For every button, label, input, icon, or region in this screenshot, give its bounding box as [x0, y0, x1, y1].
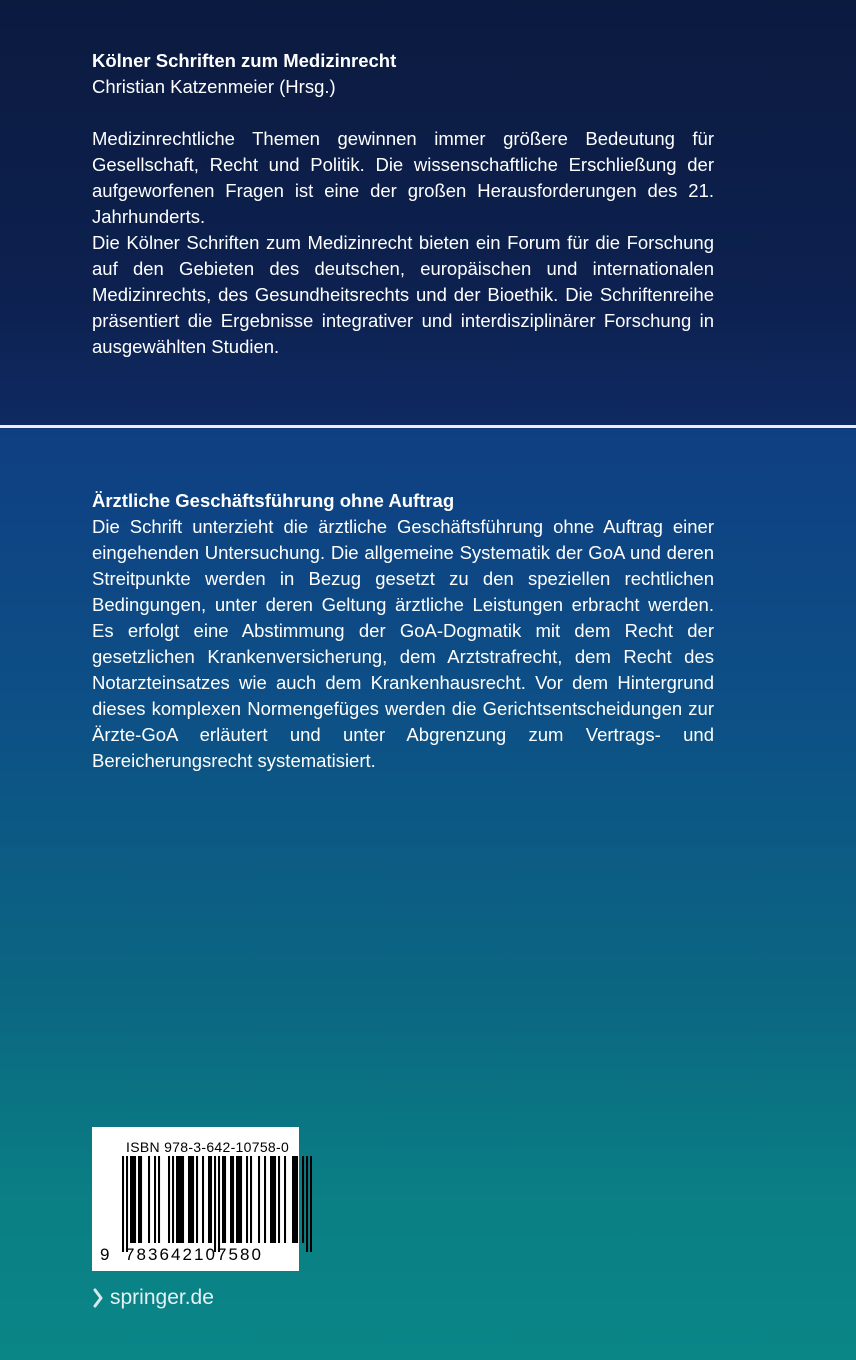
barcode-bar — [182, 1156, 184, 1243]
barcode-bar — [272, 1156, 274, 1243]
barcode-bar — [240, 1156, 242, 1243]
series-editor: Christian Katzenmeier (Hrsg.) — [92, 76, 336, 97]
publisher-link[interactable] — [92, 1286, 214, 1310]
barcode-bar — [148, 1156, 150, 1243]
barcode-bar — [190, 1156, 192, 1243]
barcode-bar — [236, 1156, 238, 1243]
barcode-bar — [222, 1156, 224, 1243]
barcode-bar — [176, 1156, 178, 1243]
barcode-bar — [270, 1156, 272, 1243]
isbn-label: ISBN 978-3-642-10758-0 — [126, 1139, 290, 1155]
barcode-bar — [294, 1156, 296, 1243]
series-paragraph-2: Die Kölner Schriften zum Medizinrecht bieten ein Forum für die Forschung auf den Gebieten des deutschen, europäischen und internationalen Medizinrechts, des Gesundheitsrechts und der Bioethik. Die Schriftenreihe präsentiert die Ergebnisse integrativer und interdisziplinärer Forschung in ausgewählten Studien. — [92, 232, 714, 357]
chevron-right-icon — [92, 1287, 104, 1309]
barcode-bar — [264, 1156, 266, 1243]
barcode-bar — [302, 1156, 304, 1243]
series-description — [92, 126, 714, 360]
ean-first-digit: 9 — [100, 1245, 110, 1264]
isbn-barcode — [92, 1127, 299, 1271]
book-title: Ärztliche Geschäftsführung ohne Auftrag — [92, 490, 455, 511]
barcode-bar — [138, 1156, 140, 1243]
barcode-bar — [122, 1156, 124, 1252]
barcode-bar — [158, 1156, 160, 1243]
barcode-bar — [130, 1156, 132, 1243]
barcode-bar — [168, 1156, 170, 1243]
barcode-bar — [284, 1156, 286, 1243]
barcode-bar — [178, 1156, 180, 1243]
barcode-bar — [246, 1156, 248, 1243]
barcode-bar — [250, 1156, 252, 1243]
series-title: Kölner Schriften zum Medizinrecht — [92, 50, 397, 71]
barcode-bars — [122, 1156, 312, 1252]
barcode-bar — [210, 1156, 212, 1243]
barcode-bar — [188, 1156, 190, 1243]
barcode-bar — [172, 1156, 174, 1243]
ean-digits: 783642107580 — [125, 1245, 264, 1264]
barcode-bar — [140, 1156, 142, 1243]
book-section — [92, 488, 714, 774]
publisher-url: springer.de — [110, 1286, 214, 1309]
barcode-bar — [218, 1156, 220, 1252]
barcode-bar — [126, 1156, 128, 1252]
barcode-bar — [180, 1156, 182, 1243]
barcode-bar — [192, 1156, 194, 1243]
barcode-bar — [208, 1156, 210, 1243]
series-paragraph-1: Medizinrechtliche Themen gewinnen immer größere Bedeutung für Gesellschaft, Recht und Politik. Die wissenschaftliche Erschließung der aufgeworfenen Fragen ist eine der großen Herausforderungen des 21. Jahrhunderts. — [92, 128, 714, 227]
barcode-bar — [306, 1156, 308, 1252]
barcode-bar — [278, 1156, 280, 1243]
barcode-bar — [232, 1156, 234, 1243]
barcode-bar — [224, 1156, 226, 1243]
series-section — [92, 48, 714, 360]
book-description: Die Schrift unterzieht die ärztliche Geschäftsführung ohne Auftrag einer eingehenden Untersuchung. Die allgemeine Systematik der GoA und deren Streitpunkte werden in Bezug gesetzt zu den speziellen rechtlichen Bedingungen, unter deren Geltung ärztliche Leistungen erbracht werden. Es erfolgt eine Abstimmung der GoA-Dogmatik mit dem Recht der gesetzlichen Krankenversicherung, dem Arztstrafrecht, dem Recht des Notarzteinsatzes wie auch dem Krankenhausrecht. Vor dem Hintergrund dieses komplexen Normengefüges werden die Gerichtsentscheidungen zur Ärzte-GoA erläutert und unter Abgrenzung zum Vertrags- und Bereicherungsrecht systematisiert. — [92, 516, 714, 771]
barcode-bar — [214, 1156, 216, 1252]
barcode-bar — [202, 1156, 204, 1243]
barcode-bar — [196, 1156, 198, 1243]
barcode-bar — [154, 1156, 156, 1243]
barcode-bar — [134, 1156, 136, 1243]
barcode-bar — [258, 1156, 260, 1243]
barcode-bar — [296, 1156, 298, 1243]
section-divider — [0, 425, 856, 428]
barcode-bar — [310, 1156, 312, 1252]
barcode-bar — [238, 1156, 240, 1243]
barcode-bar — [132, 1156, 134, 1243]
barcode-bar — [274, 1156, 276, 1243]
barcode-bar — [292, 1156, 294, 1243]
barcode-bar — [230, 1156, 232, 1243]
